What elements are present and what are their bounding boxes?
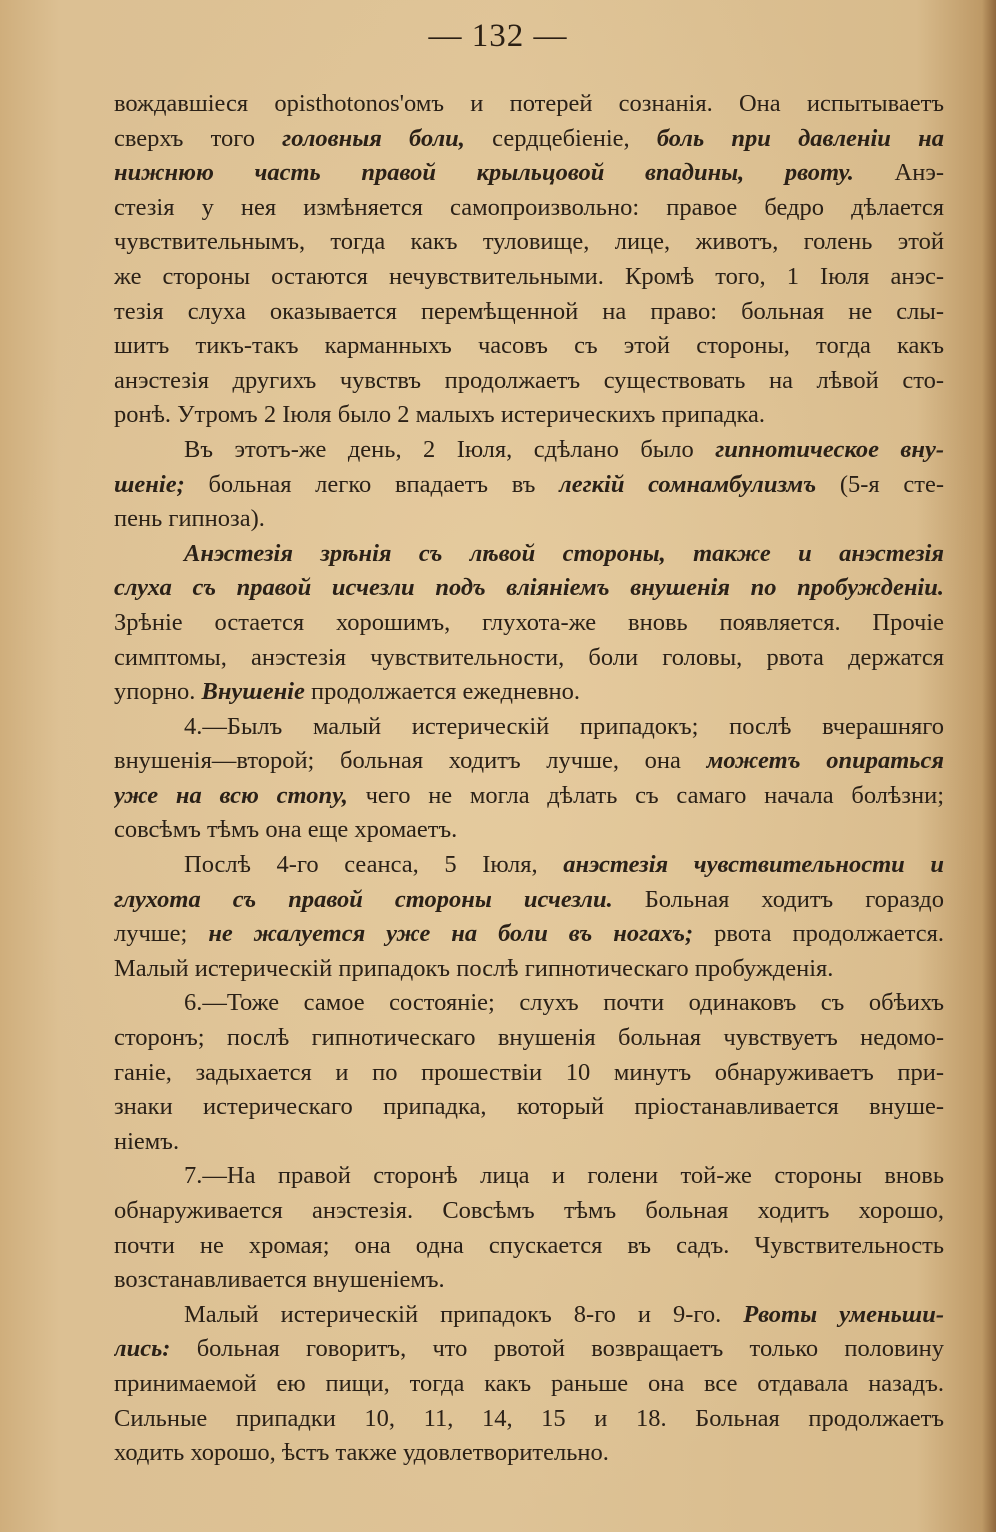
text-line	[114, 122, 944, 157]
text-segment: чего не могла дѣлать съ самаго начала болѣзни;	[347, 781, 944, 809]
text-segment: возстанавливается внушеніемъ.	[114, 1266, 445, 1294]
text-segment: тезія слуха оказывается перемѣщенной на право: больная не слы-	[114, 297, 944, 325]
text-line	[114, 502, 944, 537]
text-segment: совсѣмъ тѣмъ она еще хромаетъ.	[114, 816, 458, 844]
text-segment: сверхъ того	[114, 124, 283, 152]
text-segment: упорно.	[114, 678, 202, 706]
text-line	[114, 1090, 944, 1125]
text-segment: же стороны остаются нечувствительными. Кромѣ того, 1 Іюля анэс-	[114, 262, 944, 290]
text-segment: больная легко впадаетъ въ	[184, 470, 560, 498]
text-line	[114, 675, 944, 710]
text-segment: Сильные припадки 10, 11, 14, 15 и 18. Больная продолжаетъ	[114, 1404, 944, 1432]
text-line	[114, 537, 944, 572]
text-line	[114, 329, 944, 364]
text-line	[114, 364, 944, 399]
text-segment: сердцебіеніе,	[464, 124, 657, 152]
text-segment: почти не хромая; она одна спускается въ садъ. Чувствительность	[114, 1231, 944, 1259]
italic-text: головныя боли,	[282, 124, 465, 152]
text-line	[114, 710, 944, 745]
text-segment: принимаемой ею пищи, тогда какъ раньше она все отдавала назадъ.	[114, 1369, 944, 1397]
text-line	[114, 917, 944, 952]
italic-text: Анэстезія зрѣнія съ лѣвой стороны, также и анэстезія	[184, 539, 944, 567]
text-segment: (5-я сте-	[816, 470, 944, 498]
text-line	[114, 848, 944, 883]
text-line	[114, 156, 944, 191]
italic-text: глухота съ правой стороны исчезли.	[114, 885, 613, 913]
text-segment: Больная ходитъ гораздо	[612, 885, 944, 913]
text-line	[114, 779, 944, 814]
italic-text: не жалуется уже на боли въ ногахъ;	[208, 920, 694, 948]
text-line	[114, 468, 944, 503]
text-line	[114, 813, 944, 848]
text-line	[114, 571, 944, 606]
text-segment: шитъ тикъ-такъ карманныхъ часовъ съ этой стороны, тогда какъ	[114, 332, 944, 360]
text-segment: Зрѣніе остается хорошимъ, глухота-же вновь появляется. Прочіе	[114, 608, 944, 636]
italic-text: анэстезія чувствительности и	[563, 851, 944, 879]
italic-text: боль при давленіи на	[656, 124, 944, 152]
text-line	[114, 398, 944, 433]
italic-text: уже на всю стопу,	[114, 781, 348, 809]
text-line	[114, 1367, 944, 1402]
text-line	[114, 1402, 944, 1437]
italic-text: Рвоты уменьши-	[743, 1300, 944, 1328]
italic-text: Внушеніе	[201, 678, 305, 706]
text-line	[114, 1056, 944, 1091]
italic-text: гипнотическое вну-	[715, 435, 944, 463]
text-segment: знаки истерическаго припадка, который пріостанавливается внуше-	[114, 1093, 944, 1121]
text-segment: Въ этотъ-же день, 2 Іюля, сдѣлано было	[184, 435, 716, 463]
text-line	[114, 1298, 944, 1333]
text-line	[114, 883, 944, 918]
text-segment: Малый истерическій припадокъ 8-го и 9-го.	[184, 1300, 744, 1328]
text-line	[114, 1194, 944, 1229]
text-segment: стезія у нея измѣняется самопроизвольно: правое бедро дѣлается	[114, 193, 944, 221]
text-line	[114, 1263, 944, 1298]
italic-text: слуха съ правой исчезли подъ вліяніемъ внушенія по пробужденіи.	[114, 574, 944, 602]
text-segment: больная говоритъ, что рвотой возвращаетъ только половину	[170, 1335, 944, 1363]
page-number: — 132 —	[428, 18, 568, 54]
text-segment: Послѣ 4-го сеанса, 5 Іюля,	[184, 851, 564, 879]
text-segment: ганіе, задыхается и по прошествіи 10 минутъ обнаруживаетъ при-	[114, 1058, 944, 1086]
text-segment: 6.—Тоже самое состояніе; слухъ почти одинаковъ съ обѣихъ	[184, 989, 944, 1017]
body-text	[114, 87, 944, 1471]
text-line	[114, 191, 944, 226]
text-segment: обнаруживается анэстезія. Совсѣмъ тѣмъ больная ходитъ хорошо,	[114, 1197, 944, 1224]
text-segment: Анэ-	[853, 159, 944, 187]
page-edge-shadow	[982, 0, 996, 1532]
text-line	[114, 1125, 944, 1160]
text-line	[114, 433, 944, 468]
text-line	[114, 87, 944, 122]
text-line	[114, 986, 944, 1021]
italic-text: нижнюю часть правой крыльцовой впадины, рвоту.	[114, 159, 854, 187]
text-line	[114, 1159, 944, 1194]
text-line	[114, 1021, 944, 1056]
italic-text: можетъ опираться	[706, 747, 944, 775]
text-line	[114, 1332, 944, 1367]
italic-text: лись:	[114, 1335, 171, 1363]
text-segment: 4.—Былъ малый истерическій припадокъ; послѣ вчерашняго	[184, 712, 944, 740]
text-line	[114, 952, 944, 987]
text-segment: 7.—На правой сторонѣ лица и голени той-же стороны вновь	[184, 1162, 944, 1190]
text-segment: пень гипноза).	[114, 505, 265, 533]
italic-text: шеніе;	[114, 470, 185, 498]
text-segment: внушенія—второй; больная ходитъ лучше, она	[114, 747, 707, 775]
text-line	[114, 606, 944, 641]
text-line	[114, 1229, 944, 1264]
text-line	[114, 225, 944, 260]
italic-text: легкій сомнамбулизмъ	[559, 470, 817, 498]
text-segment: ходить хорошо, ѣстъ также удовлетворительно.	[114, 1439, 609, 1467]
text-segment: лучше;	[114, 920, 209, 948]
text-segment: ронѣ. Утромъ 2 Іюля было 2 малыхъ истерическихъ припадка.	[114, 401, 766, 429]
text-segment: чувствительнымъ, тогда какъ туловище, лице, животъ, голень этой	[114, 228, 944, 256]
text-segment: ніемъ.	[114, 1127, 180, 1155]
text-segment: продолжается ежедневно.	[304, 678, 581, 706]
text-segment: вождавшіеся opisthotonos'омъ и потерей сознанія. Она испытываетъ	[114, 90, 944, 117]
text-line	[114, 744, 944, 779]
text-segment: симптомы, анэстезія чувствительности, боли головы, рвота держатся	[114, 643, 944, 671]
text-line	[114, 1436, 944, 1471]
text-segment: сторонъ; послѣ гипнотическаго внушенія больная чувствуетъ недомо-	[114, 1024, 944, 1052]
text-line	[114, 641, 944, 676]
text-segment: рвота продолжается.	[693, 920, 944, 948]
text-segment: анэстезія другихъ чувствъ продолжаетъ существовать на лѣвой сто-	[114, 366, 944, 394]
text-line	[114, 295, 944, 330]
text-segment: Малый истерическій припадокъ послѣ гипнотическаго пробужденія.	[114, 954, 834, 982]
text-line	[114, 260, 944, 295]
